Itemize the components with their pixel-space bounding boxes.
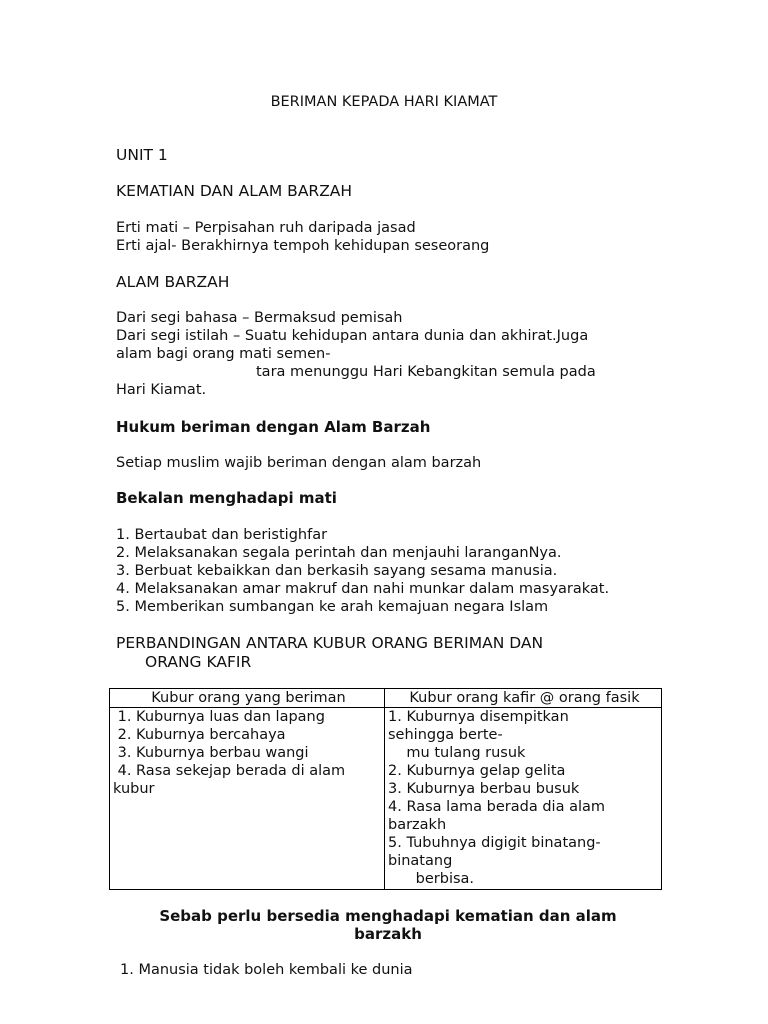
barzah-istilah-cont-1: alam bagi orang mati semen-	[116, 346, 331, 362]
list-item: kubur	[113, 781, 155, 797]
list-item: 5. Tubuhnya digigit binatang-	[388, 835, 601, 851]
bekalan-item-5: 5. Memberikan sumbangan ke arah kemajuan negara Islam	[116, 599, 549, 615]
bekalan-item-3: 3. Berbuat kebaikkan dan berkasih sayang sesama manusia.	[116, 563, 558, 579]
list-item: 2. Kuburnya bercahaya	[113, 727, 286, 743]
section-heading-perbandingan-cont: ORANG KAFIR	[145, 653, 252, 671]
header-beriman: Kubur orang yang beriman	[110, 689, 385, 708]
list-item: 4. Rasa lama berada dia alam	[388, 799, 605, 815]
barzah-istilah-cont-3: Hari Kiamat.	[116, 382, 207, 398]
list-item: sehingga berte-	[388, 727, 503, 743]
list-item: 3. Kuburnya berbau busuk	[388, 781, 580, 797]
definition-mati: Erti mati – Perpisahan ruh daripada jasad	[116, 220, 416, 236]
unit-label: UNIT 1	[116, 146, 168, 164]
bekalan-item-2: 2. Melaksanakan segala perintah dan menjauhi laranganNya.	[116, 545, 562, 561]
list-item: berbisa.	[388, 871, 475, 887]
sebab-item-1: 1. Manusia tidak boleh kembali ke dunia	[120, 962, 413, 978]
list-item: binatang	[388, 853, 453, 869]
list-item: mu tulang rusuk	[388, 745, 526, 761]
list-item: 4. Rasa sekejap berada di alam	[113, 763, 346, 779]
section-heading-perbandingan: PERBANDINGAN ANTARA KUBUR ORANG BERIMAN DAN	[116, 634, 544, 652]
section-heading-sebab: Sebab perlu bersedia menghadapi kematian dan alam	[159, 907, 617, 925]
hukum-text: Setiap muslim wajib beriman dengan alam barzah	[116, 455, 482, 471]
list-item: 1. Kuburnya disempitkan	[388, 709, 569, 725]
table-row	[110, 708, 662, 890]
header-kafir: Kubur orang kafir @ orang fasik	[385, 689, 662, 708]
list-item: 2. Kuburnya gelap gelita	[388, 763, 566, 779]
document-title: BERIMAN KEPADA HARI KIAMAT	[270, 94, 498, 110]
section-heading-kematian: KEMATIAN DAN ALAM BARZAH	[116, 182, 353, 200]
bekalan-item-1: 1. Bertaubat dan beristighfar	[116, 527, 328, 543]
list-item: barzakh	[388, 817, 447, 833]
section-heading-sebab-cont: barzakh	[354, 925, 422, 943]
bekalan-item-4: 4. Melaksanakan amar makruf dan nahi munkar dalam masyarakat.	[116, 581, 610, 597]
cell-beriman	[110, 708, 385, 890]
cell-kafir	[385, 708, 662, 890]
comparison-table	[109, 688, 662, 890]
barzah-istilah-cont-2: tara menunggu Hari Kebangkitan semula pada	[256, 364, 596, 380]
definition-ajal: Erti ajal- Berakhirnya tempoh kehidupan seseorang	[116, 238, 490, 254]
list-item: 1. Kuburnya luas dan lapang	[113, 709, 325, 725]
list-item: 3. Kuburnya berbau wangi	[113, 745, 309, 761]
barzah-bahasa: Dari segi bahasa – Bermaksud pemisah	[116, 310, 403, 326]
barzah-istilah: Dari segi istilah – Suatu kehidupan antara dunia dan akhirat.Juga	[116, 328, 589, 344]
section-heading-alam-barzah: ALAM BARZAH	[116, 273, 230, 291]
table-header-row	[110, 689, 662, 708]
section-heading-bekalan: Bekalan menghadapi mati	[116, 489, 337, 507]
section-heading-hukum: Hukum beriman dengan Alam Barzah	[116, 418, 431, 436]
